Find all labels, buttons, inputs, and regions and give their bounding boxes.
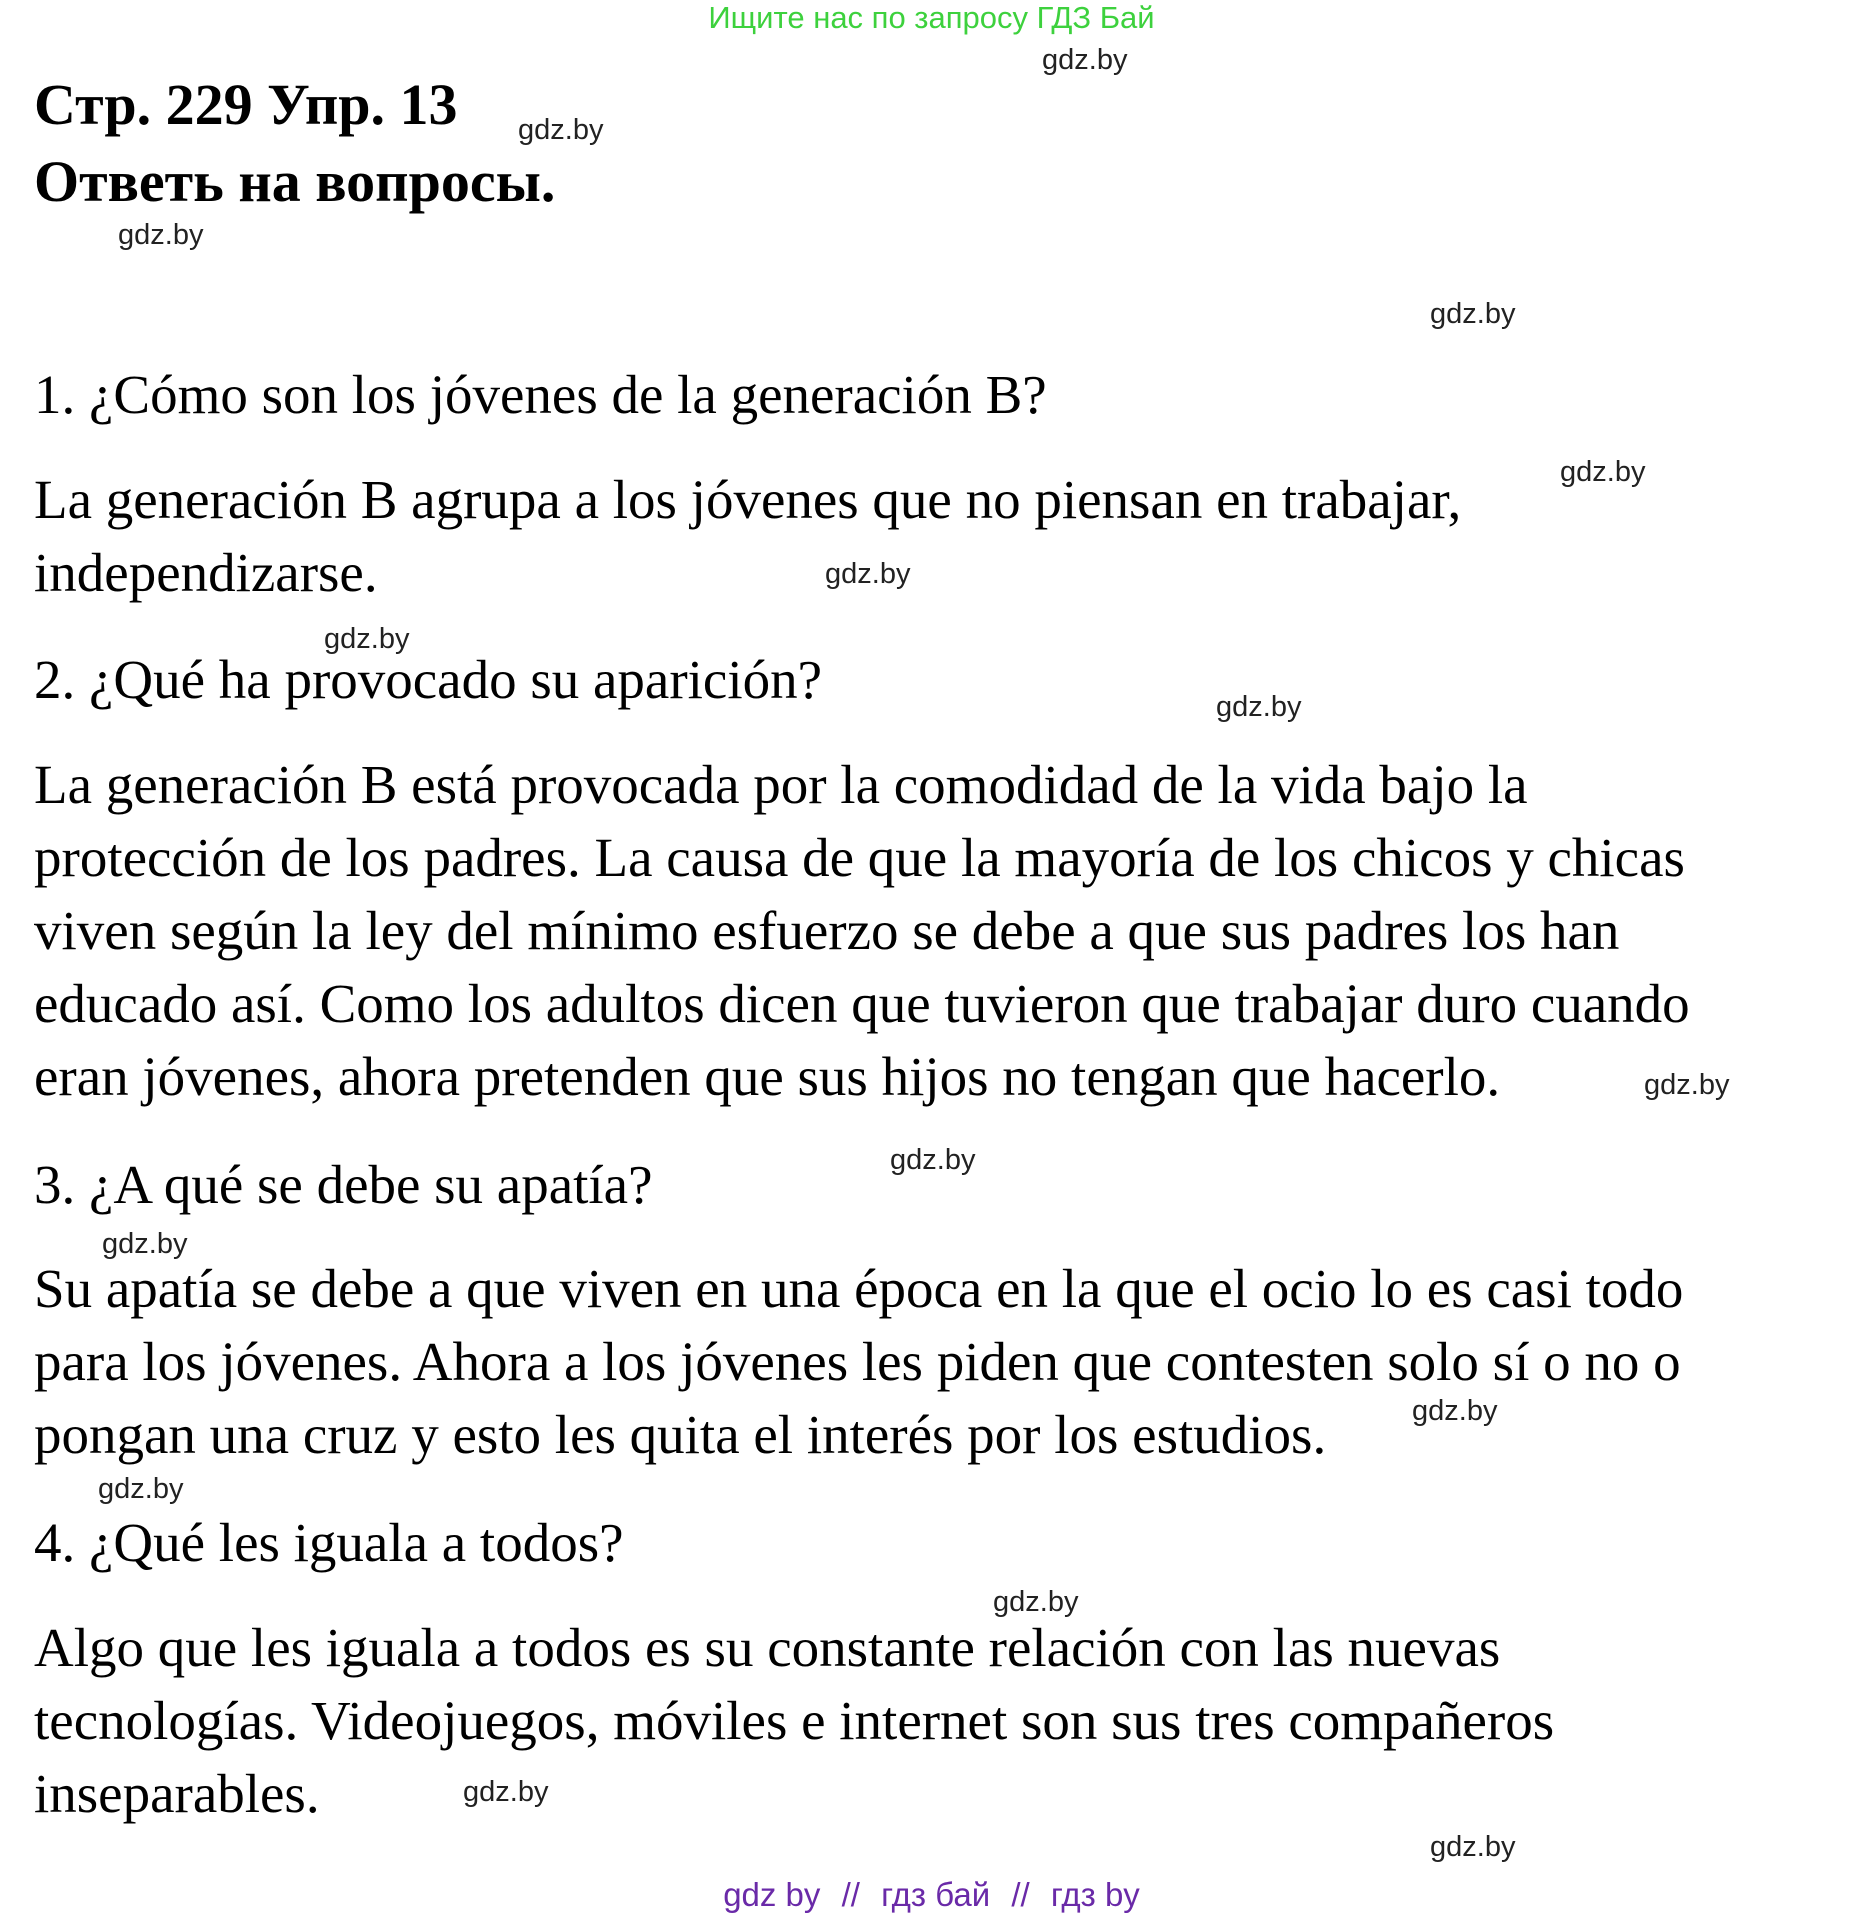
page-title: Стр. 229 Упр. 13	[34, 72, 458, 137]
answer-line: educado así. Como los adultos dicen que tuvieron que trabajar duro cuando	[34, 973, 1690, 1034]
footer-link[interactable]: гдз бай	[881, 1876, 991, 1913]
task-instruction: Ответь на вопросы.	[34, 149, 556, 214]
watermark: gdz.by	[324, 623, 410, 655]
answer-2	[34, 748, 1690, 1113]
watermark: gdz.by	[98, 1473, 184, 1505]
question-3: 3. ¿A qué se debe su apatía?	[34, 1154, 653, 1215]
footer-link[interactable]: gdz by	[723, 1876, 821, 1913]
footer-separator: //	[1011, 1876, 1030, 1913]
watermark: gdz.by	[1430, 1831, 1516, 1863]
watermark: gdz.by	[890, 1144, 976, 1176]
answer-line: Algo que les iguala a todos es su constante relación con las nuevas	[34, 1617, 1501, 1678]
watermark: gdz.by	[1644, 1069, 1730, 1101]
answer-line: pongan una cruz y esto les quita el interés por los estudios.	[34, 1404, 1327, 1465]
footer-links	[0, 1876, 1863, 1914]
watermark: gdz.by	[1216, 691, 1302, 723]
footer-separator: //	[841, 1876, 860, 1913]
watermark: gdz.by	[102, 1228, 188, 1260]
answer-line: La generación B está provocada por la comodidad de la vida bajo la	[34, 754, 1528, 815]
answer-3	[34, 1252, 1683, 1471]
answer-line: para los jóvenes. Ahora a los jóvenes les piden que contesten solo sí o no o	[34, 1331, 1681, 1392]
watermark: gdz.by	[993, 1586, 1079, 1618]
answer-1	[34, 463, 1461, 609]
top-banner: Ищите нас по запросу ГДЗ Бай	[708, 0, 1155, 35]
answer-line: viven según la ley del mínimo esfuerzo se debe a que sus padres los han	[34, 900, 1620, 961]
answer-line: Su apatía se debe a que viven en una época en la que el ocio lo es casi todo	[34, 1258, 1684, 1319]
watermark: gdz.by	[825, 558, 911, 590]
question-2: 2. ¿Qué ha provocado su aparición?	[34, 649, 823, 710]
watermark: gdz.by	[1430, 298, 1516, 330]
answer-line: La generación B agrupa a los jóvenes que no piensan en trabajar,	[34, 469, 1462, 530]
watermark: gdz.by	[118, 219, 204, 251]
watermark: gdz.by	[1042, 44, 1128, 76]
answer-line: protección de los padres. La causa de que la mayoría de los chicos y chicas	[34, 827, 1685, 888]
answer-line: independizarse.	[34, 542, 378, 603]
answer-4	[34, 1611, 1554, 1830]
question-1: 1. ¿Cómo son los jóvenes de la generación B?	[34, 364, 1047, 425]
watermark: gdz.by	[463, 1776, 549, 1808]
answer-line: inseparables.	[34, 1763, 320, 1824]
answer-line: tecnologías. Videojuegos, móviles e internet son sus tres compañeros	[34, 1690, 1555, 1751]
watermark: gdz.by	[518, 114, 604, 146]
answer-line: eran jóvenes, ahora pretenden que sus hijos no tengan que hacerlo.	[34, 1046, 1501, 1107]
footer-link[interactable]: гдз by	[1050, 1876, 1140, 1913]
watermark: gdz.by	[1560, 456, 1646, 488]
question-4: 4. ¿Qué les iguala a todos?	[34, 1512, 624, 1573]
watermark: gdz.by	[1412, 1395, 1498, 1427]
